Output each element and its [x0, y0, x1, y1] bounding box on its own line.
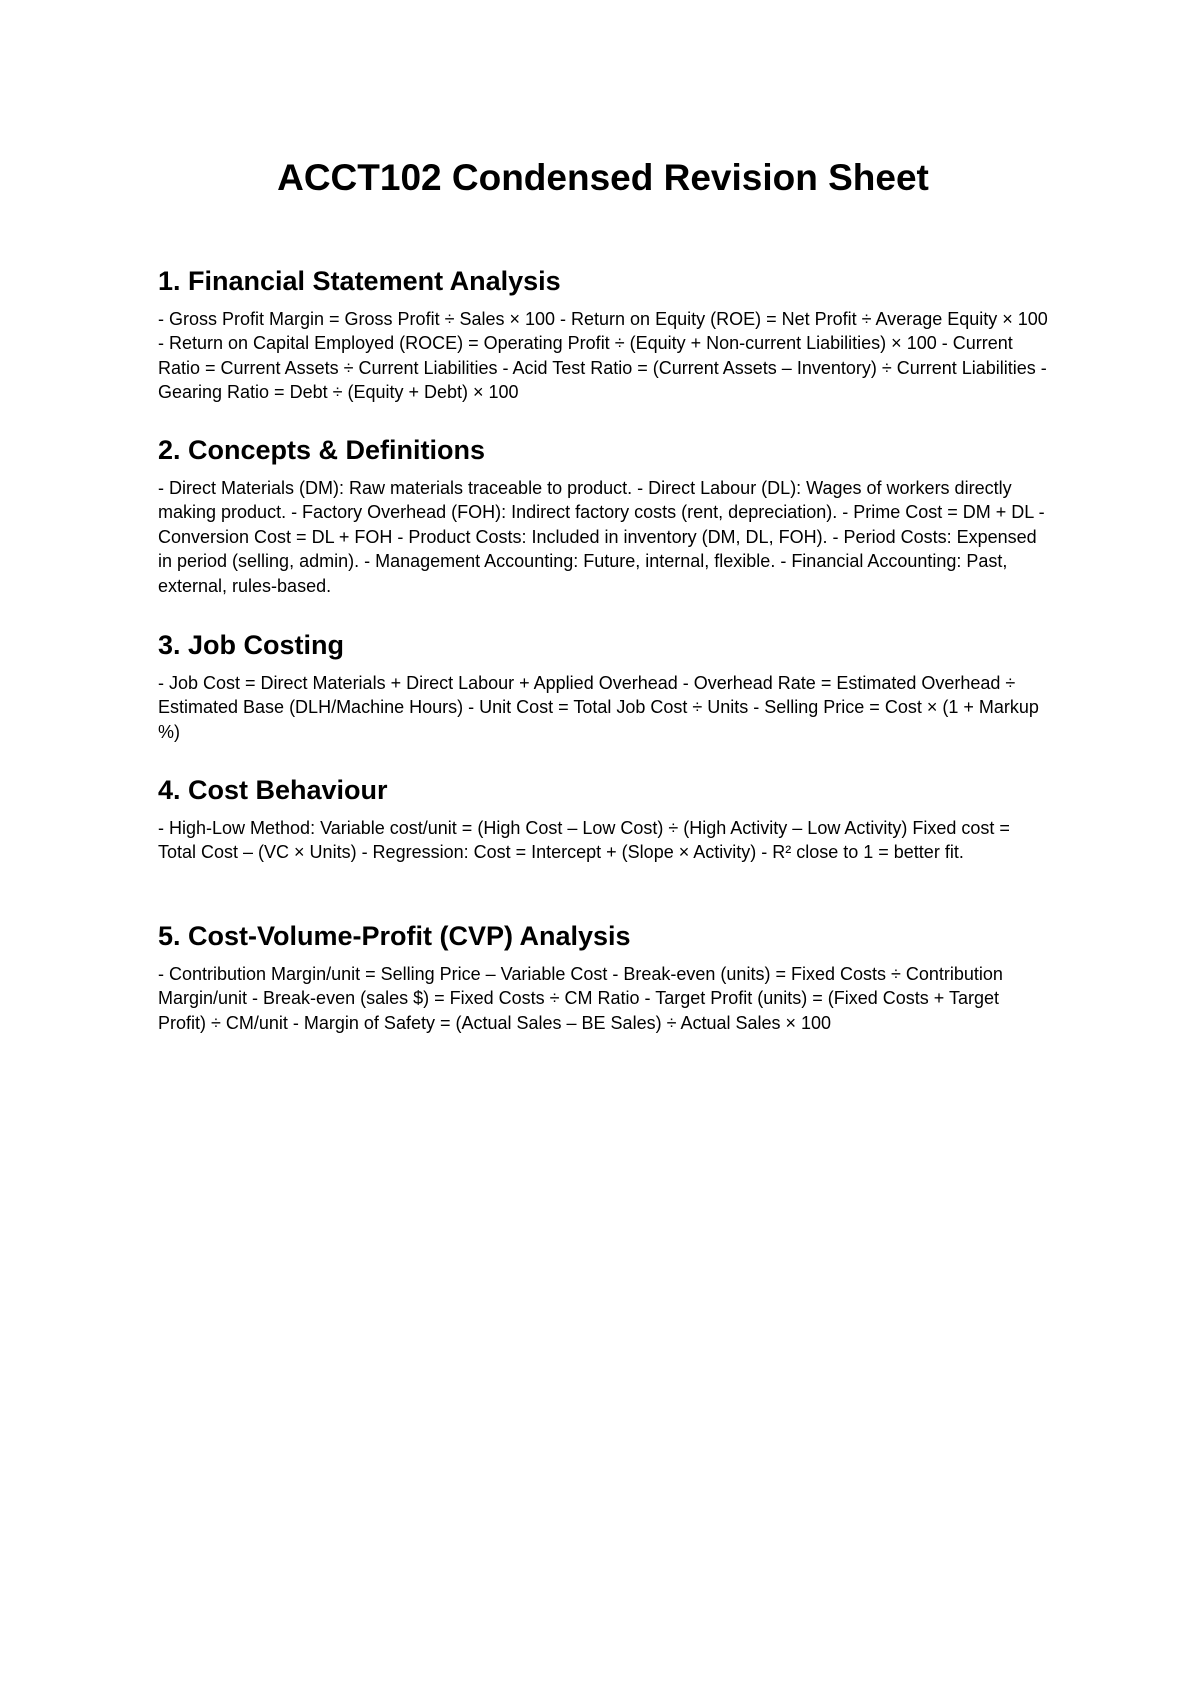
section-heading: 2. Concepts & Definitions: [158, 435, 486, 465]
section-concepts-definitions: [158, 433, 1048, 598]
section-cost-behaviour: [158, 773, 1048, 865]
section-heading: 3. Job Costing: [158, 630, 345, 660]
section-body: - Gross Profit Margin = Gross Profit ÷ Sales × 100 - Return on Equity (ROE) = Net Profit ÷ Average Equity × 100 - Return on Capital Employed (ROCE) = Operating Profit ÷ (Equity + Non-current Liabilities) × 100 - Current Ratio = Current Assets ÷ Current Liabilities - Acid Test Ratio = (Current Assets – Inventory) ÷ Current Liabilities - Gearing Ratio = Debt ÷ (Equity + Debt) × 100: [158, 309, 1048, 403]
document-title: ACCT102 Condensed Revision Sheet: [277, 157, 929, 198]
section-body: - Contribution Margin/unit = Selling Price – Variable Cost - Break-even (units) = Fixed Costs ÷ Contribution Margin/unit - Break-even (sales $) = Fixed Costs ÷ CM Ratio - Target Profit (units) = (Fixed Costs + Target Profit) ÷ CM/unit - Margin of Safety = (Actual Sales – BE Sales) ÷ Actual Sales × 100: [158, 964, 1003, 1033]
section-cvp-analysis: [158, 919, 1048, 1035]
section-heading: 1. Financial Statement Analysis: [158, 266, 561, 296]
section-body: - Job Cost = Direct Materials + Direct Labour + Applied Overhead - Overhead Rate = Estimated Overhead ÷ Estimated Base (DLH/Machine Hours) - Unit Cost = Total Job Cost ÷ Units - Selling Price = Cost × (1 + Markup %): [158, 673, 1039, 742]
section-heading: 5. Cost-Volume-Profit (CVP) Analysis: [158, 921, 631, 951]
section-body: - High-Low Method: Variable cost/unit = (High Cost – Low Cost) ÷ (High Activity – Low Activity) Fixed cost = Total Cost – (VC × Units) - Regression: Cost = Intercept + (Slope × Activity) - R² close to 1 = better fit.: [158, 818, 1010, 863]
section-heading: 4. Cost Behaviour: [158, 775, 388, 805]
section-job-costing: [158, 628, 1048, 744]
section-financial-statement-analysis: [158, 264, 1048, 405]
section-body: - Direct Materials (DM): Raw materials traceable to product. - Direct Labour (DL): Wages of workers directly making product. - Factory Overhead (FOH): Indirect factory costs (rent, depreciation). - Prime Cost = DM + DL - Conversion Cost = DL + FOH - Product Costs: Included in inventory (DM, DL, FOH). - Period Costs: Expensed in period (selling, admin). - Management Accounting: Future, internal, flexible. - Financial Accounting: Past, external, rules-based.: [158, 478, 1045, 596]
document-page: [158, 0, 1048, 1696]
